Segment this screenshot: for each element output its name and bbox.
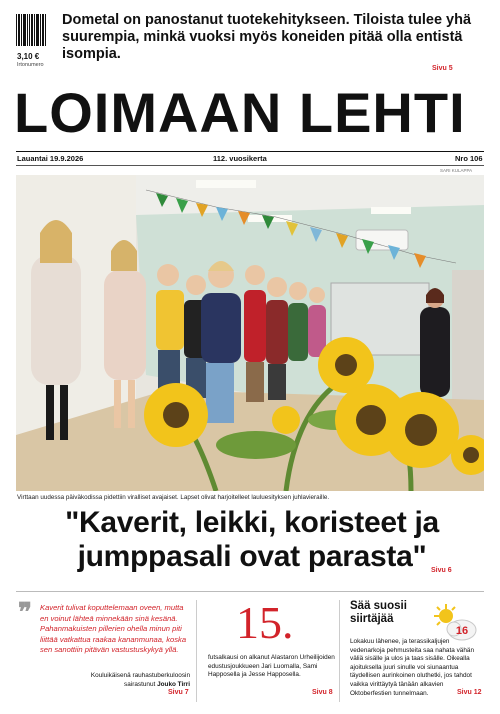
masthead: LOIMAAN LEHTI: [14, 81, 466, 144]
quote-attribution-name: Jouko Tirri: [157, 680, 190, 688]
photo-credit: SARI KULAPPA: [440, 168, 473, 173]
main-headline[interactable]: "Kaverit, leikki, koristeet ja jumppasali ovat parasta": [65, 506, 439, 573]
barcode: [16, 14, 46, 46]
weather-temperature: 16: [455, 625, 469, 637]
feature-number: 15.: [236, 597, 294, 648]
quote-attribution-role: Kouluikäisenä rauhastuberkuloosin sairastunut: [90, 672, 190, 688]
number-box-page-ref[interactable]: Sivu 8: [312, 689, 333, 696]
column-divider: [196, 600, 197, 702]
price: 3,10 €: [17, 52, 40, 61]
column-divider: [339, 600, 340, 702]
pull-quote: Kaverit tulivat koputtelemaan oveen, mutta en voinut lähteä minnekään sinä kesänä. Pahanmakuisten pillerien ohella minun piti liittää vatkattua raakaa kananmunaa, koska sen sanottiin pitävän vastustuskykyä yllä.: [40, 603, 187, 654]
number-box-text: futsalkausi on alkanut Alastaron Urheilijoiden edustusjoukkueen Jari Luomalla, Sami Happosella ja Jesse Happosella.: [208, 654, 335, 679]
teaser-text[interactable]: Dometal on panostanut tuotekehitykseen. Tiloista tulee yhä suurempia, minkä vuoksi myös koneiden pitää olla entistä isompia.: [62, 12, 472, 62]
section-divider: [16, 591, 484, 592]
masthead-rule: [16, 151, 484, 152]
dateline-rule: [16, 165, 484, 166]
single-copy-label: Irtonumero: [17, 62, 44, 68]
main-photo[interactable]: [16, 175, 484, 491]
photo-caption: Virttaan uudessa päiväkodissa pidettiin viralliset avajaiset. Lapset olivat harjoitelleet lauluesityksen juhlavieraille.: [17, 494, 330, 501]
weather-text: Lokakuu lähenee, ja terassikaljujen vedenarkoja pehmusteita saa nahata vähän väliä sisälle ja ulos ja taas sisälle. Oikealla ajoituksella juuri sinulle voi siunaantua täydellisen aurinkoinen oluthetki, jos tahdot vaikka virittäytyä tänään alkavien Oktoberfestien tunnelmaan.: [350, 638, 474, 697]
headline-page-ref[interactable]: Sivu 6: [431, 567, 452, 574]
quote-attribution: [70, 672, 190, 689]
issue-number: Nro 106: [455, 154, 483, 163]
weather-title: Sää suosii siirtäjää: [350, 600, 407, 625]
weather-page-ref[interactable]: Sivu 12: [457, 689, 482, 696]
issue-date: Lauantai 19.9.2026: [17, 154, 84, 163]
volume-number: 112. vuosikerta: [213, 154, 267, 163]
teaser-page-ref[interactable]: Sivu 5: [432, 65, 453, 72]
quote-mark-icon: ❞: [18, 598, 32, 627]
weather-sun-cloud-icon: [432, 603, 478, 643]
quote-page-ref[interactable]: Sivu 7: [168, 689, 189, 696]
